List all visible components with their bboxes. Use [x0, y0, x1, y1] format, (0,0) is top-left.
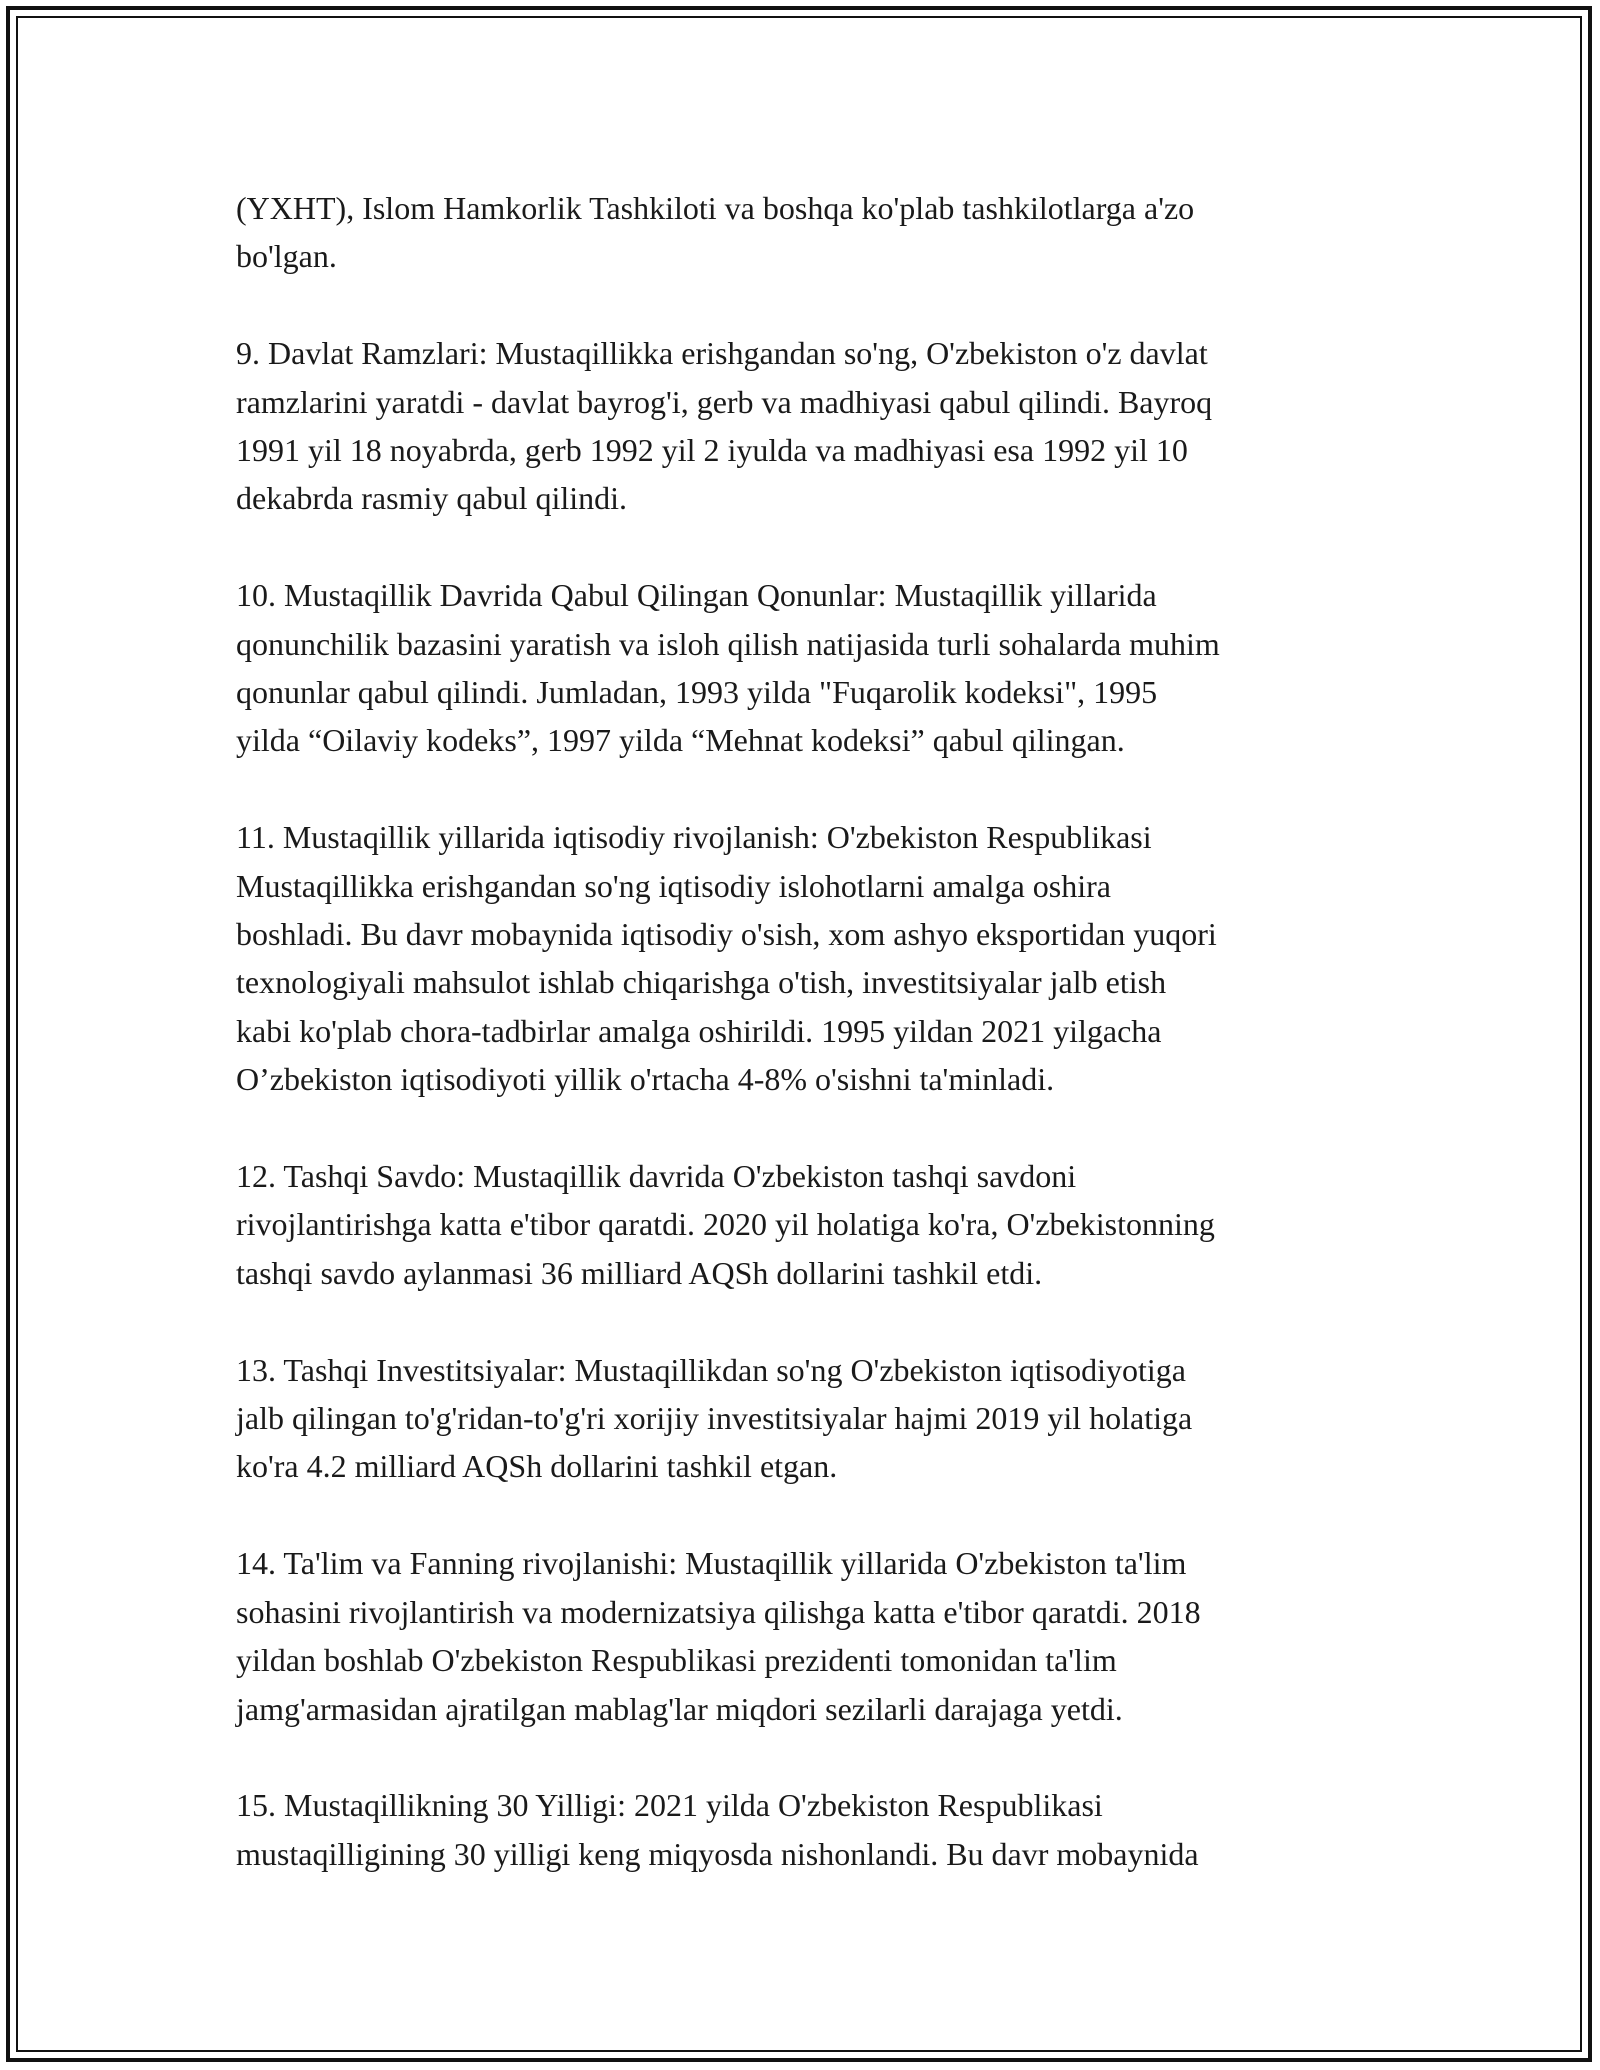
- paragraph-11-economic-development: 11. Mustaqillik yillarida iqtisodiy rivojlanish: O'zbekiston Respublikasi Mustaqillikka erishgandan so'ng iqtisodiy islohotlarni amalga oshira boshladi. Bu davr mobaynida iqtisodiy o'sish, xom ashyo eksportidan yuqori texnologiyali mahsulot ishlab chiqarishga o'tish, investitsiyalar jalb etish kabi ko'plab chora-tadbirlar amalga oshirildi. 1995 yildan 2021 yilgacha O’zbekiston iqtisodiyoti yillik o'rtacha 4-8% o'sishni ta'minladi.: [236, 819, 1217, 1098]
- paragraph-9-state-symbols: 9. Davlat Ramzlari: Mustaqillikka erishgandan so'ng, O'zbekiston o'z davlat ramzlarini yaratdi - davlat bayrog'i, gerb va madhiyasi qabul qilindi. Bayroq 1991 yil 18 noyabrda, gerb 1992 yil 2 iyulda va madhiyasi esa 1992 yil 10 dekabrda rasmiy qabul qilindi.: [236, 335, 1213, 517]
- paragraph-13-foreign-investments: 13. Tashqi Investitsiyalar: Mustaqillikdan so'ng O'zbekiston iqtisodiyotiga jalb qilingan to'g'ridan-to'g'ri xorijiy investitsiyalar hajmi 2019 yil holatiga ko'ra 4.2 milliard AQSh dollarini tashkil etgan.: [236, 1351, 1193, 1485]
- document-body: [236, 184, 1386, 1878]
- paragraph-12-foreign-trade: 12. Tashqi Savdo: Mustaqillik davrida O'zbekiston tashqi savdoni rivojlantirishga katta e'tibor qaratdi. 2020 yil holatiga ko'ra, O'zbekistonning tashqi savdo aylanmasi 36 milliard AQSh dollarini tashkil etdi.: [236, 1158, 1215, 1291]
- paragraph-15-30th-anniversary: 15. Mustaqillikning 30 Yilligi: 2021 yilda O'zbekiston Respublikasi mustaqilligining 30 yilligi keng miqyosda nishonlandi. Bu davr mobaynida: [236, 1787, 1199, 1872]
- paragraph-14-education-science: 14. Ta'lim va Fanning rivojlanishi: Mustaqillik yillarida O'zbekiston ta'lim sohasini rivojlantirish va modernizatsiya qilishga katta e'tibor qaratdi. 2018 yildan boshlab O'zbekiston Respublikasi prezidenti tomonidan ta'lim jamg'armasidan ajratilgan mablag'lar miqdori sezilarli darajaga yetdi.: [236, 1545, 1201, 1727]
- paragraph-continuation: (YXHT), Islom Hamkorlik Tashkiloti va boshqa ko'plab tashkilotlarga a'zo bo'lgan.: [236, 190, 1195, 275]
- paragraph-10-laws: 10. Mustaqillik Davrida Qabul Qilingan Qonunlar: Mustaqillik yillarida qonunchilik bazasini yaratish va isloh qilish natijasida turli sohalarda muhim qonunlar qabul qilindi. Jumladan, 1993 yilda "Fuqarolik kodeksi", 1995 yilda “Oilaviy kodeks”, 1997 yilda “Mehnat kodeksi” qabul qilingan.: [236, 577, 1220, 759]
